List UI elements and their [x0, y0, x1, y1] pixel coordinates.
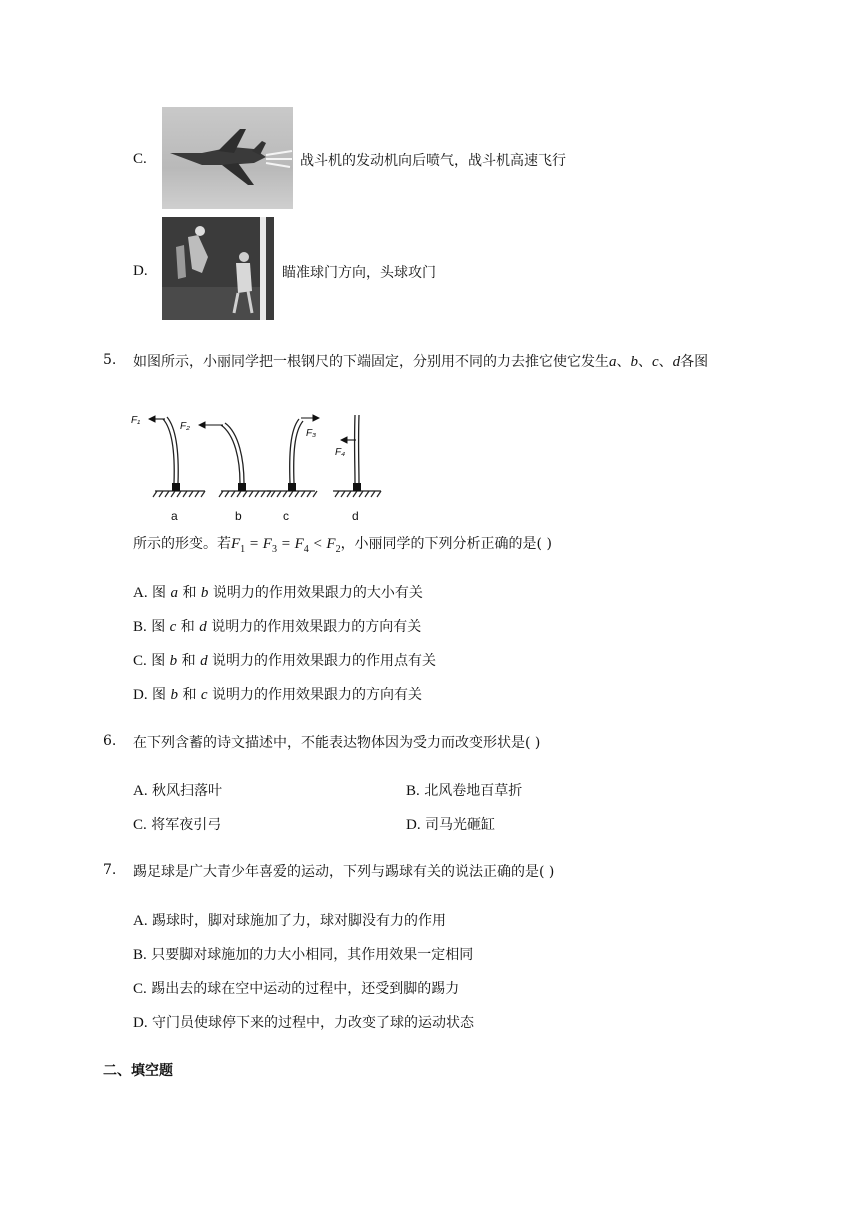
section-heading: 二、填空题 [103, 1063, 173, 1079]
q4-option-d-letter: D. [133, 263, 148, 279]
clamp-a [172, 483, 180, 491]
q5-option-b[interactable]: B. 图 c 和 d 说明力的作用效果跟力的方向有关 [133, 619, 422, 635]
q5-option-a[interactable]: A. 图 a 和 b 说明力的作用效果跟力的大小有关 [133, 585, 423, 601]
label-f2: F₂ [180, 421, 190, 432]
clamp-d [353, 483, 361, 491]
q5-sep: 、 [616, 354, 631, 370]
q5-equation: $F_1 = F_3 = F_4 < F_2$ [231, 536, 341, 555]
q7-number: 7. [103, 862, 117, 878]
q5-stem-line2 [133, 533, 552, 555]
q5-stem2-pre: 所示的形变。若 [133, 536, 231, 552]
q6-option-b[interactable]: B. 北风卷地百草折 [406, 783, 523, 799]
soccer-header-photo [162, 217, 274, 320]
q5-stem2-post: ，小丽同学的下列分析正确的是( ) [340, 536, 552, 552]
q5-option-d[interactable]: D. 图 b 和 c 说明力的作用效果跟力的方向有关 [133, 687, 423, 703]
q5-stem-end: 各图 [680, 354, 709, 370]
q7-option-d[interactable]: D. 守门员使球停下来的过程中，力改变了球的运动状态 [133, 1015, 475, 1031]
q5-stem-line1 [133, 351, 708, 371]
q5-var-a: a [609, 354, 617, 370]
q4-option-c-letter: C. [133, 151, 147, 167]
q6-option-d[interactable]: D. 司马光砸缸 [406, 817, 496, 833]
q7-option-a[interactable]: A. 踢球时，脚对球施加了力，球对脚没有力的作用 [133, 913, 447, 929]
q5-var-d: d [672, 354, 681, 370]
label-f4: F₄ [335, 447, 346, 458]
clamp-b [238, 483, 246, 491]
q5-number: 5. [103, 352, 117, 368]
q5-sep: 、 [658, 354, 673, 370]
q7-stem: 踢足球是广大青少年喜爱的运动，下列与踢球有关的说法正确的是( ) [133, 864, 555, 880]
q5-stem-text: 如图所示，小丽同学把一根钢尺的下端固定，分别用不同的力去推它使它发生 [133, 354, 609, 370]
q5-var-c: c [652, 354, 659, 370]
q5-sep: 、 [638, 354, 652, 370]
panel-label-c: c [283, 509, 289, 523]
ruler-b [221, 423, 244, 483]
q6-option-a[interactable]: A. 秋风扫落叶 [133, 783, 223, 799]
ruler-c [290, 419, 303, 483]
q5-option-c[interactable]: C. 图 b 和 d 说明力的作用效果跟力的作用点有关 [133, 653, 437, 669]
clamp-c [288, 483, 296, 491]
panel-label-b: b [235, 509, 242, 523]
label-f1: F₁ [131, 415, 141, 426]
panel-label-a: a [171, 509, 178, 523]
q4-option-d-text: 瞄准球门方向，头球攻门 [282, 265, 436, 281]
q6-stem: 在下列含蓄的诗文描述中，不能表达物体因为受力而改变形状是( ) [133, 735, 541, 751]
q4-option-c-text: 战斗机的发动机向后喷气，战斗机高速飞行 [300, 153, 566, 169]
fighter-jet-icon [162, 107, 293, 209]
fighter-jet-photo [162, 107, 293, 209]
q6-option-c[interactable]: C. 将军夜引弓 [133, 817, 222, 833]
q7-option-b[interactable]: B. 只要脚对球施加的力大小相同，其作用效果一定相同 [133, 947, 474, 963]
label-f3: F₃ [306, 428, 317, 439]
q7-option-c[interactable]: C. 踢出去的球在空中运动的过程中，还受到脚的踢力 [133, 981, 460, 997]
steel-ruler-figure [125, 405, 395, 525]
ruler-a [163, 417, 178, 483]
soccer-players-icon [162, 217, 274, 320]
ruler-d [355, 415, 359, 483]
q6-number: 6. [103, 733, 117, 749]
q5-var-b: b [630, 354, 638, 370]
panel-label-d: d [352, 509, 359, 523]
